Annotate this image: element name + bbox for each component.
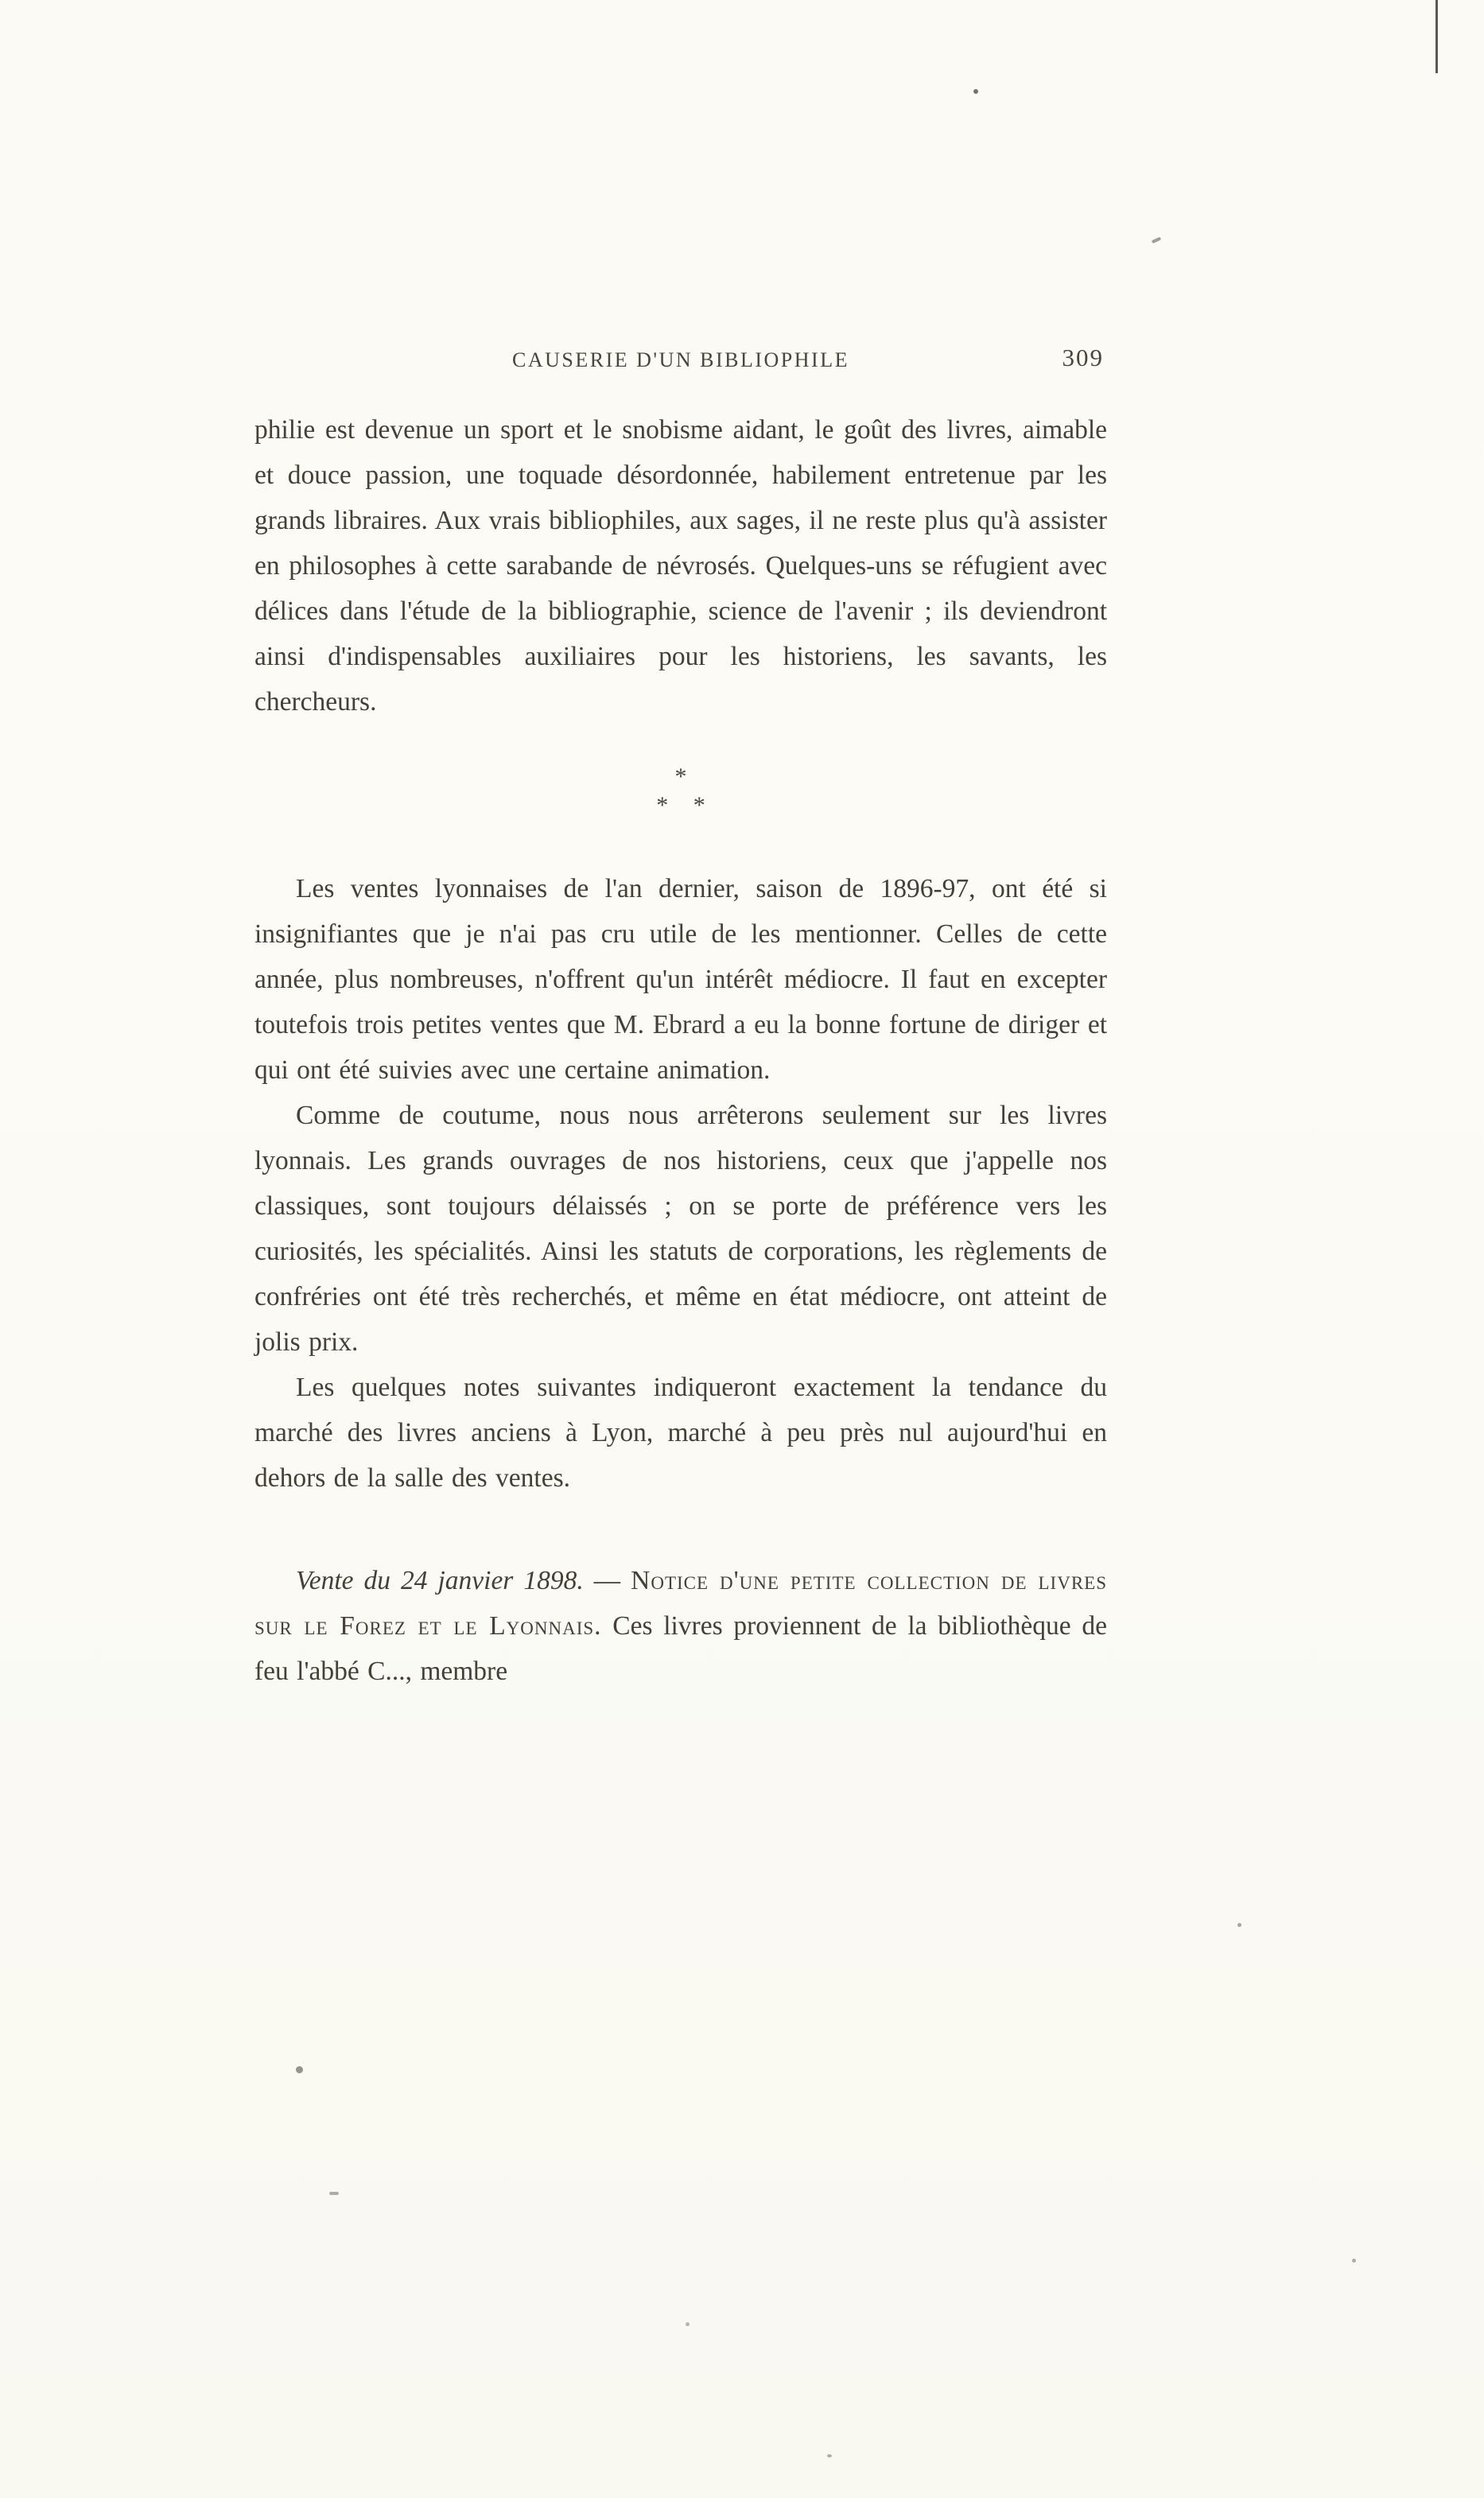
separator-asterisk-top: * (674, 763, 687, 790)
running-header-title: CAUSERIE D'UN BIBLIOPHILE (512, 348, 849, 371)
paragraph-continuation: philie est devenue un sport et le snobisme aidant, le goût des livres, aimable et douce passion, une toquade désordonnée, habilement entretenue par les grands libraires. Aux vrais bibliophiles, aux sages, il ne reste plus qu'à assister en philosophes à cette sarabande de névrosés. Quelques-uns se réfugient avec délices dans l'étude de la bibliographie, science de l'avenir ; ils deviendront ainsi d'indispensables auxiliaires pour les historiens, les savants, les chercheurs. (254, 415, 1107, 717)
em-dash: — (583, 1566, 631, 1595)
sale-notice-paragraph (254, 1558, 1107, 1694)
scan-speck (973, 89, 978, 94)
sale-notice-rest: Ces livres proviennent de la bibliothèque de feu l'abbé C..., membre (254, 1611, 1107, 1686)
scan-speck (827, 2454, 832, 2457)
paragraph: Les quelques notes suivantes indiqueront exactement la tendance du marché des livres anciens à Lyon, marché à peu près nul aujourd'hui en dehors de la salle des ventes. (254, 1373, 1107, 1493)
sale-date-italic: Vente du 24 janvier 1898. (296, 1566, 584, 1595)
running-header (254, 344, 1107, 372)
separator-asterisks-bottom: * * (656, 792, 715, 818)
text-column (254, 344, 1108, 1694)
paragraph: Les ventes lyonnaises de l'an dernier, saison de 1896-97, ont été si insignifiantes que je n'ai pas cru utile de les mentionner. Celles de cette année, plus nombreuses, n'offrent qu'un intérêt médiocre. Il faut en excepter toutefois trois petites ventes que M. Ebrard a eu la bonne fortune de diriger et qui ont été suivies avec une certaine animation. (254, 874, 1107, 1085)
sale-title-smallcaps: Notice d'une petite collection de livres sur le Forez et le Lyonnais. (254, 1566, 1108, 1641)
page-number: 309 (1062, 344, 1104, 371)
paragraph: Comme de coutume, nous nous arrêterons seulement sur les livres lyonnais. Les grands ouvrages de nos historiens, ceux que j'appelle nos classiques, sont toujours délaissés ; on se porte de préférence vers les curiosités, les spécialités. Ainsi les statuts de corporations, les règlements de confréries ont été très recherchés, et même en état médiocre, ont atteint de jolis prix. (254, 1101, 1107, 1357)
scan-speck (686, 2322, 690, 2326)
scan-artifact-line (1435, 0, 1438, 73)
section-separator (254, 763, 1107, 820)
scan-speck (329, 2192, 339, 2195)
scan-speck (1237, 1923, 1241, 1927)
scan-speck (1352, 2259, 1356, 2263)
scan-speck (296, 2066, 303, 2073)
scan-speck (1152, 237, 1162, 244)
